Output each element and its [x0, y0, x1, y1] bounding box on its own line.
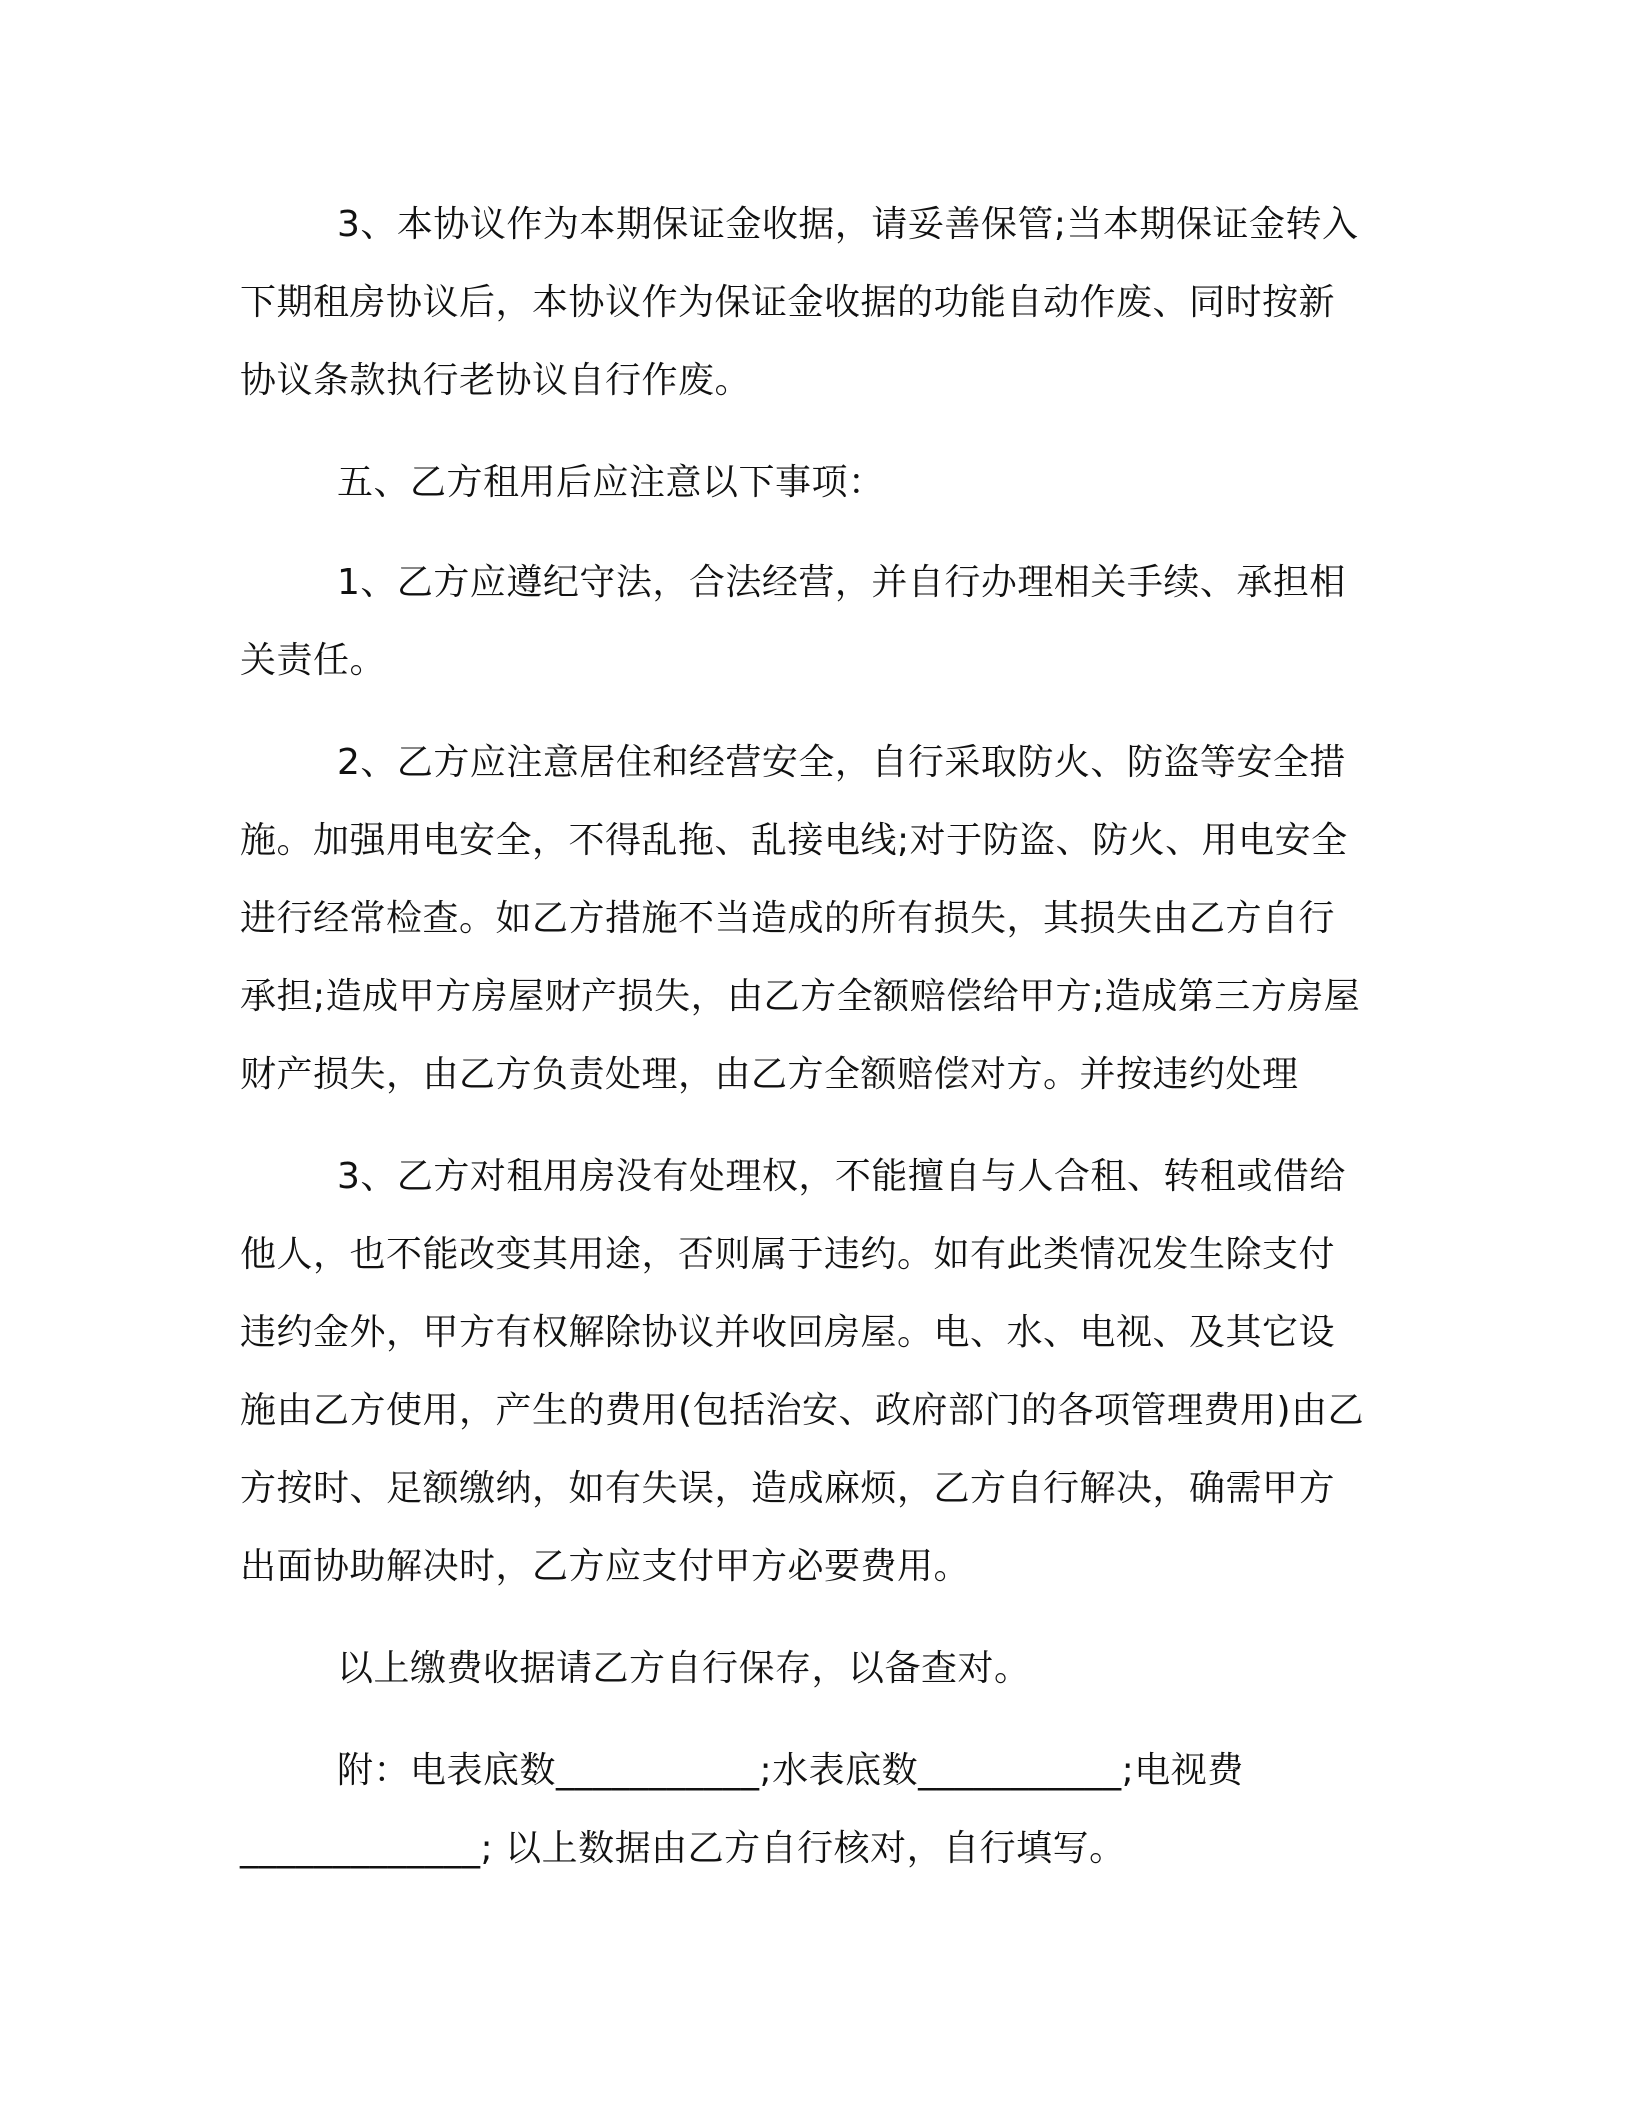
paragraph-line: 违约金外，甲方有权解除协议并收回房屋。电、水、电视、及其它设 [240, 1312, 1336, 1353]
paragraph-line: 进行经常检查。如乙方措施不当造成的所有损失，其损失由乙方自行 [240, 898, 1336, 939]
paragraph-line: 1、乙方应遵纪守法，合法经营，并自行办理相关手续、承担相 [337, 562, 1346, 603]
paragraph-line: 他人，也不能改变其用途，否则属于违约。如有此类情况发生除支付 [240, 1234, 1336, 1275]
paragraph-line: 出面协助解决时，乙方应支付甲方必要费用。 [240, 1546, 971, 1587]
paragraph-line: 下期租房协议后，本协议作为保证金收据的功能自动作废、同时按新 [240, 282, 1336, 323]
paragraph-line: 施由乙方使用，产生的费用(包括治安、政府部门的各项管理费用)由乙 [240, 1390, 1365, 1431]
paragraph-line: 3、乙方对租用房没有处理权，不能擅自与人合租、转租或借给 [337, 1156, 1346, 1197]
paragraph-line: 以上缴费收据请乙方自行保存，以备查对。 [337, 1648, 1031, 1689]
paragraph-line: 承担;造成甲方房屋财产损失，由乙方全额赔偿给甲方;造成第三方房屋 [240, 976, 1361, 1017]
paragraph-line: 3、本协议作为本期保证金收据，请妥善保管;当本期保证金转入 [337, 204, 1359, 245]
paragraph-line: 协议条款执行老协议自行作废。 [240, 360, 752, 401]
paragraph-line: 施。加强用电安全，不得乱拖、乱接电线;对于防盗、防火、用电安全 [240, 820, 1348, 861]
document-body [240, 186, 1395, 1888]
paragraph-line: 关责任。 [240, 640, 387, 681]
paragraph-line: 方按时、足额缴纳，如有失误，造成麻烦，乙方自行解决，确需甲方 [240, 1468, 1336, 1509]
paragraph-line: 财产损失，由乙方负责处理，由乙方全额赔偿对方。并按违约处理 [240, 1054, 1299, 1095]
meter-reading-line: _____________; 以上数据由乙方自行核对，自行填写。 [240, 1828, 1126, 1869]
paragraph-line: 2、乙方应注意居住和经营安全，自行采取防火、防盗等安全措 [337, 742, 1346, 783]
meter-reading-line: 附：电表底数___________;水表底数___________;电视费 [337, 1750, 1244, 1791]
section-heading: 五、乙方租用后应注意以下事项： [337, 462, 885, 503]
